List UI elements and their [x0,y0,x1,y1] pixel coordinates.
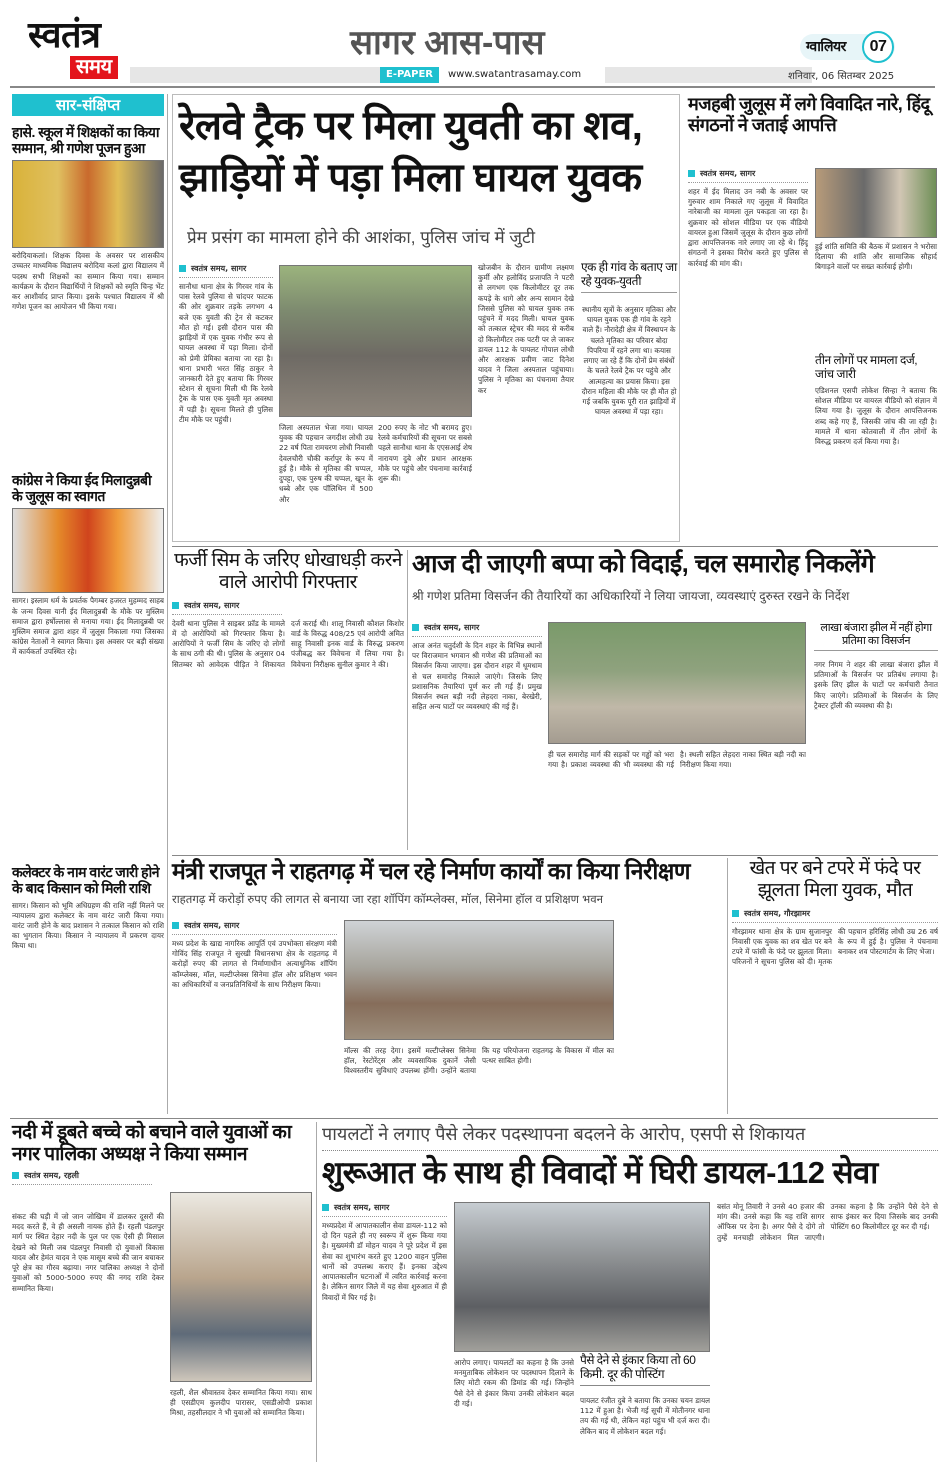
lead-col4-text: खोजबीन के दौरान ग्रामीण लक्ष्मण कुर्मी और हलोविंद प्रजापति ने पटरी से लगभग एक किलोमीटर दूर तक कपड़े के धागे और अन्य सामान देखे जिससे पुलिस को घायल युवक तक पहुंचने में मदद मिली। घायल युवक को तत्काल स्ट्रेचर की मदद से करीब दो किलोमीटर तक पटरी पर ले जाकर डायल 112 के पायलट गोपाल लोधी और आरक्षक प्रवीण जाट दिनेश यादव ने जिला अस्पताल पहुंचाया। पुलिस ने मृतिका का पंचनामा तैयार कर [478,263,574,395]
page-number: 07 [862,31,894,63]
dial112-text2: आरोप लगाए। पायलटों का कहना है कि उनसे मनमुताबिक लोकेशन पर पदस्थापन दिलाने के लिए मोटी रकम की डिमांड की गई। जिन्होंने पैसे देने से इंकार किया उनकी लोकेशन बदल दी गई। [454,1358,574,1408]
right-top-story [688,94,938,542]
lead-subhead: प्रेम प्रसंग का मामला होने की आशंका, पुलिस जांच में जुटी [187,228,536,247]
edition-name: ग्वालियर [806,38,846,54]
lead-col1 [179,263,273,537]
hanging-byline: स्वतंत्र समय, गौरझामर [732,908,938,923]
ganesh-byline: स्वतंत्र समय, सागर [412,622,542,637]
epaper-bar-right [605,67,812,83]
minister-byline: स्वतंत्र समय, सागर [172,920,337,935]
lead-col3-text: 200 रुपए के नोट भी बरामद हुए। रेलवे कर्मचारियों की सूचना पर सबसे पहले सानौधा थाना के एएसआई शेष नारायण दुबे और प्रधान आरक्षक मौके पर पहुंचे और पंचनामा कार्रवाई शुरू की। [378,423,472,484]
sidebar [12,94,164,1114]
lead-byline: स्वतंत्र समय, सागर [179,263,273,278]
minister-headline: मंत्री राजपूत ने राहतगढ़ में चल रहे निर्माण कार्यों का किया निरीक्षण [172,858,690,884]
river-story [12,1122,312,1462]
lead-photo [279,265,472,417]
fake-sim-byline: स्वतंत्र समय, सागर [172,600,282,615]
lead-headline-line2: झाड़ियों में पड़ा मिला घायल युवक [179,156,642,200]
minister-text: मध्य प्रदेश के खाद्य नागरिक आपूर्ति एवं उपभोक्ता संरक्षण मंत्री गोविंद सिंह राजपूत ने सुरखी विधानसभा क्षेत्र के राहतगढ़ में करोड़ों रुपए की लागत से निर्माणाधीन अत्याधुनिक शॉपिंग कॉम्प्लेक्स, मॉल, मल्टीप्लेक्स सिनेमा हॉल और प्रशिक्षण भवन का अधिकारियों व जनप्रतिनिधियों के साथ निरीक्षण किया। [172,939,337,989]
ganesh-story [412,550,938,850]
ganesh-text2: ही चल समारोह मार्ग की सड़कों पर गड्ढों को भरा गया है। प्रकाश व्यवस्था की भी व्यवस्था की गई है। स्थली सहित लेहदरा नाका स्थित बड़ी नदी का निरीक्षण किया गया। [548,750,806,770]
ganesh-side-text: नगर निगम ने शहर की लाखा बंजारा झील में प्रतिमाओं के विसर्जन पर प्रतिबंध लगाया है। इसके लिए झील के घाटों पर कर्मचारी तैनात किए जाएंगे। प्रतिमाओं के विसर्जन के लिए ट्रैक्टर ट्रॉली की व्यवस्था की है। [814,660,938,710]
fake-sim-headline: फर्जी सिम के जरिए धोखाधड़ी करने वाले आरोपी गिरफ्तार [174,550,402,593]
right-top-col1 [688,168,808,547]
masthead-rule [10,86,935,88]
lead-story [172,94,680,542]
sidebar-story1-photo [12,160,164,248]
right-top-text: शहर में ईद मिलाद उन नबी के अवसर पर गुरुवार शाम निकाले गए जुलूस में विवादित नारेबाजी का मामला तूल पकड़ता जा रहा है। शुक्रवार को सोशल मीडिया पर एक वीडियो वायरल हुआ जिसमें जुलूस के दौरान कुछ लोगों द्वारा आपत्तिजनक नारे लगाए जा रहे थे। हिंदू संगठनों ने इसका विरोध करते हुए पुलिस से कार्रवाई की मांग की। [688,187,808,268]
dial112-side-text: पायलट रंजीत दुबे ने बताया कि उनका चयन डायल 112 में हुआ है। भेजी गई सूची में मोतीनगर थाना तय की गई थी, लेकिन वहां पहुंच भी दर्ज करा दी। लेकिन बाद में लोकेशन बदल गई। [580,1396,710,1436]
epaper-label: E-PAPER [380,67,439,83]
epaper-bar [130,67,412,83]
date: शनिवार, 06 सितम्बर 2025 [788,71,895,82]
right-top-byline: स्वतंत्र समय, सागर [688,168,808,183]
lead-side-headline: एक ही गांव के बताए जा रहे युवक-युवती [581,261,677,293]
dial112-photo [454,1202,710,1352]
lead-col2-text: जिला अस्पताल भेजा गया। घायल युवक की पहचान जगदीश लोधी उम्र 22 वर्ष पिता रामचरण लोधी निवासी देवलचौरी चौकी कर्रापुर के रूप में हुई है। मौके से मृतिका की चप्पल, दुपट्टा, एक पुरुष की चप्पल, खून के धब्बे और एक पॉलिथिन में 500 और [279,423,373,504]
hanging-text: गौरझामर थाना क्षेत्र के ग्राम सुजानपुर निवासी एक युवक का शव खेत पर बने टपरे में फांसी के फंदे पर झूलता मिला। परिजनों ने सूचना पुलिस को दी। मृतक की पहचान हरिसिंह लोधी उम्र 26 वर्ष के रूप में हुई है। पुलिस ने पंचनामा बनाकर शव पोस्टमार्टम के लिए भेजा। [732,926,938,967]
section-title: सागर आस-पास [350,24,545,62]
dial112-kicker: पायलटों ने लगाए पैसे लेकर पदस्थापना बदलने के आरोप, एसपी से शिकायत [322,1122,938,1151]
dial112-side-headline: पैसे देने से इंकार किया तो 60 किमी. दूर की पोस्टिंग [580,1354,710,1386]
lead-col5-text: स्थानीय सूत्रों के अनुसार मृतिका और घायल युवक एक ही गांव के रहने वाले हैं। नौरादेही क्षेत्र में विस्थापन के चलते मृतिका का परिवार बोदा पिपरिया में रहने लगा था। कयास लगाए जा रहे हैं कि दोनों प्रेम संबंधों के चलते रेलवे ट्रैक पर पहुंचे और आत्महत्या का प्रयास किया। इस दौरान महिला की मौके पर ही मौत हो गई जबकि युवक पूरी रात झाड़ियों में घायल अवस्था में पड़ा रहा। [581,305,677,417]
lead-col1-text: सानौधा थाना क्षेत्र के गिरवर गांव के पास रेलवे पुलिया से चांदपर फाटक की ओर शुक्रवार तड़के लगभग 4 बजे एक युवती की ट्रेन से कटकर मौत हो गई। इसी दौरान पास की झाड़ियों में एक युवक गंभीर रूप से घायल अवस्था में पड़ा मिला। दोनों को प्रेमी प्रेमिका बताया जा रहा है। थाना प्रभारी भरत सिंह ठाकुर ने जानकारी देते हुए बताया कि गिरवर स्टेशन से सूचना मिली थी कि रेलवे ट्रैक के पास एक युवती मृत अवस्था में पड़ी है। सूचना मिलते ही पुलिस टीम मौके पर पहुंची। [179,282,273,424]
river-headline: नदी में डूबते बच्चे को बचाने वाले युवाओं का नगर पालिका अध्यक्ष ने किया सम्मान [12,1122,292,1165]
right-top-headline: मजहबी जुलूस में लगे विवादित नारे, हिंदू संगठनों ने जताई आपत्ति [688,94,930,135]
website-link[interactable]: www.swatantrasamay.com [448,69,582,80]
sidebar-story3-text: सागर। किसान को भूमि अधिग्रहण की राशि नहीं मिलने पर न्यायालय द्वारा कलेक्टर के नाम वारंट जारी किया गया। वारंट जारी होने के बाद प्रशासन ने तत्काल किसान को राशि का भुगतान किया। किसान ने न्यायालय में प्रकरण दायर किया था। [12,900,164,951]
sidebar-story1-headline: हासे. स्कूल में शिक्षकों का किया सम्मान, श्री गणेश पूजन हुआ [12,124,159,157]
river-photo [170,1192,312,1382]
river-byline: स्वतंत्र समय, रहली [12,1170,152,1185]
right-top-caption: हुई शांति समिति की बैठक में प्रशासन ने भरोसा दिलाया की शांति और सामाजिक सौहार्द बिगाड़ने वालों पर सख्त कार्रवाई होगी। [815,242,937,272]
row3-rule [172,855,938,856]
dial112-story [322,1122,938,1462]
dial112-byline: स्वतंत्र समय, सागर [322,1202,447,1217]
sidebar-banner: सार-संक्षिप्त [12,94,164,116]
sidebar-divider [167,94,168,1114]
sidebar-story2-text: सागर। इस्लाम धर्म के प्रवर्तक पैगम्बर हजरत मुहम्मद साहब के जन्म दिवस यानी ईद मिलादुन्नबी के मौके पर मुस्लिम समाज द्वारा हर्षोल्लास से मनाया गया। ईद मिलादुन्नबी पर मुस्लिम समाज द्वारा शहर में जुलूस निकाला गया जिसका कांग्रेस नेताओं ने स्वागत किया। इस अवसर पर बड़ी संख्या में कार्यकर्ता उपस्थित रहे। [12,596,164,657]
dial112-text3: बसंत मोनू तिवारी ने उनसे 40 हजार की मांग की। उनसे कहा कि यह राशि सागर ऑफिस पर देना है। अगर पैसे दे दोगे तो तुम्हें मनचाही लोकेशन मिल जाएगी। उनका कहना है कि उन्होंने पैसे देने से साफ इंकार कर दिया जिसके बाद उनकी पोस्टिंग 60 किलोमीटर दूर कर दी गई। [717,1202,938,1242]
masthead [0,0,945,88]
sidebar-story2-headline: कांग्रेस ने किया ईद मिलादुन्नबी के जुलूस का स्वागत [12,472,152,505]
minister-col1 [172,920,337,1119]
fake-sim-story [172,550,404,850]
ganesh-headline: आज दी जाएगी बप्पा को विदाई, चल समारोह निकलेंगे [412,550,875,578]
fake-sim-divider [407,550,408,850]
hanging-headline: खेत पर बने टपरे में फंदे पर झूलता मिला युवक, मौत [749,858,921,901]
dial112-col1 [322,1202,447,1466]
minister-subhead: राहतगढ़ में करोड़ों रुपए की लागत से बनाया जा रहा शॉपिंग कॉम्प्लेक्स, मॉल, सिनेमा हॉल व प्रशिक्षण भवन [172,894,604,907]
right-top-text2: एडिशनल एसपी लोकेश सिन्हा ने बताया कि सोशल मीडिया पर वायरल वीडियो को संज्ञान में लिया गया है। जुलूस के दौरान आपत्तिजनक शब्द कहे गए हैं, जिसकी जांच की जा रही है। मामले में थाना कोतवाली में तीन लोगों के विरुद्ध प्रकरण दर्ज किया गया है। [815,386,937,447]
row4-rule [10,1118,938,1119]
minister-text2: मॉल्स की तरह देगा। इसमें मल्टीप्लेक्स सिनेमा हॉल, रेस्टोरेंट्स और व्यवसायिक दुकानें जैसी विश्वस्तरीय सुविधाएं उपलब्ध होंगी। उन्होंने बताया कि यह परियोजना राहतगढ़ के विकास में मील का पत्थर साबित होगी। [344,1046,614,1076]
minister-photo [344,920,614,1040]
river-divider [316,1122,317,1462]
ganesh-col1 [412,622,542,851]
right-top-photo [815,168,937,238]
logo-top: स्वतंत्र [28,14,101,55]
edition-badge [800,34,895,60]
ganesh-text: आज अनंत चतुर्दशी के दिन शहर के विभिन्न स्थानों पर विराजमान भगवान श्री गणेश की प्रतिमाओं का विसर्जन किया जाएगा। इस दौरान शहर में धूमधाम से चल समारोह निकाले जाएंगे। जिसके लिए प्रशासनिक तैयारियां पूर्ण कर ली गई हैं। प्रमुख विसर्जन स्थल बड़ी नदी लेहदरा नाका, बेरखेरी, सहित अन्य घाटों पर व्यवस्थाएं की गई हैं। [412,641,542,712]
dial112-text: मध्यप्रदेश में आपातकालीन सेवा डायल-112 को दो दिन पहले ही नए स्वरूप में शुरू किया गया है। मुख्यमंत्री डॉ मोहन यादव ने पूरे प्रदेश में इस सेवा का शुभारंभ करते हुए 1200 वाहन पुलिस थानों को उपलब्ध कराए हैं। इनका उद्देश्य आपातकालीन घटनाओं में त्वरित कार्रवाई करना है। लेकिन सागर जिले में यह सेवा शुरुआत में ही विवादों में घिर गई है। [322,1221,447,1302]
logo-bottom: समय [70,56,118,79]
row2-rule [172,546,938,547]
ganesh-photo [548,622,806,744]
sidebar-story2-photo [12,508,164,593]
fake-sim-text: देवरी थाना पुलिस ने साइबर फ्रॉड के मामले में दो आरोपियों को गिरफ्तार किया है। आरोपियों ने फर्जी सिम के जरिए दो लोगों के साथ ठगी की थी। पुलिस के अनुसार 04 सितम्बर को आवेदक पीड़ित ने शिकायत दर्ज कराई थी। शालू निवासी कौशल किशोर वार्ड के विरुद्ध 408/25 एवं आरोपी अमित साहू निवासी इनक वार्ड के विरुद्ध प्रकरण पंजीबद्ध कर विवेचना में लिया गया है। विवेचना निरीक्षक सुनील कुमार ने की। [172,618,404,669]
ganesh-subhead: श्री गणेश प्रतिमा विसर्जन की तैयारियों का अधिकारियों ने लिया जायजा, व्यवस्थाएं दुरुस्त रखने के निर्देश [412,588,850,603]
ganesh-side-headline: लाखा बंजारा झील में नहीं होगा प्रतिमा का विसर्जन [814,622,938,651]
sidebar-story3-headline: कलेक्टर के नाम वारंट जारी होने के बाद किसान को मिली राशि [12,864,160,897]
sidebar-story1-text: बरोदियाकलां। शिक्षक दिवस के अवसर पर शासकीय उच्चतर माध्यमिक विद्यालय बरोदिया कलां द्वारा विद्यालय में पदस्थ सभी शिक्षकों का सम्मान किया गया। सम्मान कार्यक्रम के दौरान विद्यार्थियों ने शिक्षकों को स्मृति चिन्ह भेंट कर आशीर्वाद प्राप्त किया। इसके पश्चात विद्यालय में श्री गणेश पूजन का आयोजन भी किया गया। [12,251,164,312]
lead-headline-line1: रेलवे ट्रैक पर मिला युवती का शव, [179,104,643,148]
hanging-story [732,858,938,1114]
dial112-headline: शुरूआत के साथ ही विवादों में घिरी डायल-112 सेवा [322,1155,878,1190]
right-top-subhead: तीन लोगों पर मामला दर्ज, जांच जारी [815,353,918,381]
minister-divider [727,858,728,1114]
river-text: संकट की घड़ी में जो जान जोखिम में डालकर दूसरों की मदद करते हैं, वे ही असली नायक होते हैं। रहली पंडलपुर मार्ग पर स्थित देहार नदी के पुल पर एक ऐसी ही मिसाल देखने को मिली जब पंडलपुर निवासी दो युवाओं विकास यादव और हेमंत यादव ने एक मासूम बच्चे की जान बचाकर पूरे क्षेत्र का गौरव बढ़ाया। नगर पालिका अध्यक्ष ने दोनों युवाओं को 5000-5000 रुपए की नगद राशि देकर सम्मानित किया। [12,1212,164,1293]
river-caption: रहली, शैल श्रीवास्तव देकर सम्मानित किया गया। साथ ही एसडीएम कुलदीप पारासर, एसडीओपी प्रकाश मिश्रा, तहसीलदार ने भी युवाओं को सम्मानित किया। [170,1388,312,1418]
minister-story [172,858,724,1114]
